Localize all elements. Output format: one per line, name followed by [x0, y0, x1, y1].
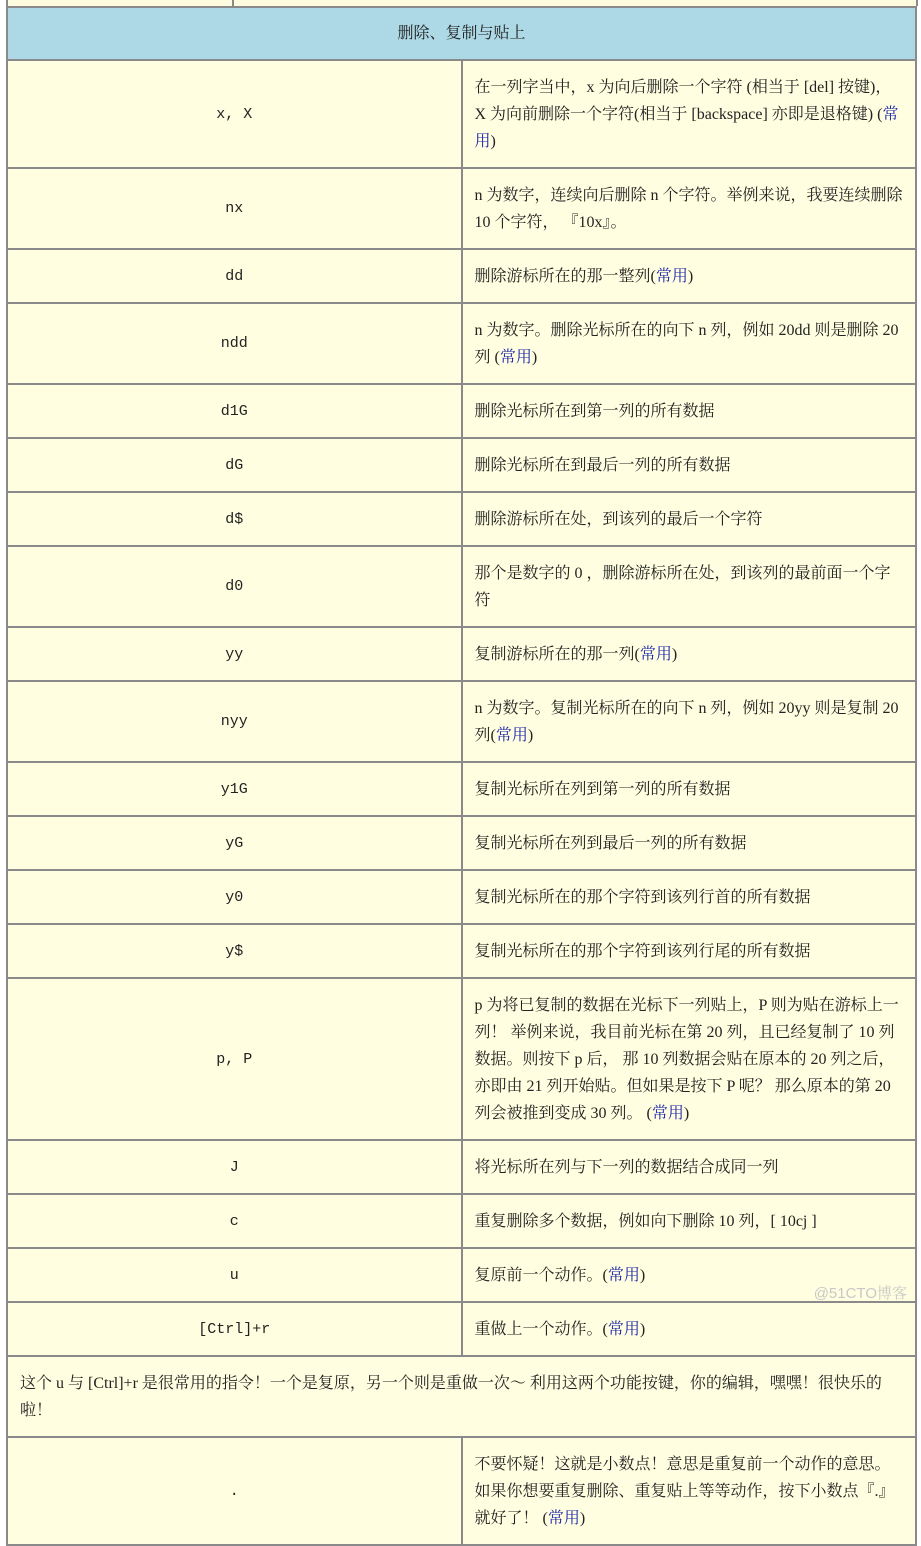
table-row [7, 384, 916, 438]
table-row [7, 303, 916, 384]
description-cell [462, 1194, 917, 1248]
description-cell [462, 1437, 917, 1545]
command-cell: yG [7, 816, 462, 870]
common-tag: 常用 [651, 1104, 684, 1122]
description-text: 将光标所在列与下一列的数据结合成同一列 [474, 1158, 779, 1176]
command-cell: yy [7, 627, 462, 681]
command-cell: x, X [7, 60, 462, 168]
description-text: 删除游标所在处，到该列的最后一个字符 [474, 510, 763, 528]
command-cell: d1G [7, 384, 462, 438]
table-row [7, 816, 916, 870]
description-text: ) [490, 132, 496, 150]
table-row [7, 870, 916, 924]
vi-commands-table [6, 6, 917, 1546]
description-text: 复制光标所在的那个字符到该列行首的所有数据 [474, 888, 811, 906]
description-text: ) [671, 645, 678, 663]
common-tag: 常用 [547, 1509, 580, 1527]
description-cell [462, 168, 917, 249]
description-text: 复制光标所在列到最后一列的所有数据 [474, 834, 747, 852]
table-row [7, 438, 916, 492]
command-cell: p, P [7, 978, 462, 1140]
command-cell: nyy [7, 681, 462, 762]
description-text: p 为将已复制的数据在光标下一列贴上，P 则为贴在游标上一列！ 举例来说，我目前光标在第 20 列，且已经复制了 10 列数据。则按下 p 后， 那 10 列数据会贴在原本的 20 列之后，亦即由 21 列开始贴。但如果是按下 P 呢？ 那么原本的第 20 列会被推到变成 30 列。 ( [474, 996, 899, 1122]
table-row [7, 627, 916, 681]
table-row [7, 1194, 916, 1248]
description-cell [462, 978, 917, 1140]
table-row [7, 492, 916, 546]
table-row [7, 1248, 916, 1302]
description-cell [462, 384, 917, 438]
description-text: n 为数字。复制光标所在的向下 n 列，例如 20yy 则是复制 20 列( [474, 699, 899, 744]
description-cell [462, 438, 917, 492]
command-cell: y0 [7, 870, 462, 924]
note-row [7, 1356, 916, 1437]
table-row [7, 1437, 916, 1545]
command-cell: c [7, 1194, 462, 1248]
description-cell [462, 870, 917, 924]
common-tag: 常用 [607, 1320, 640, 1338]
description-text: ) [527, 726, 534, 744]
description-cell [462, 1302, 917, 1356]
section-title: 删除、复制与贴上 [7, 7, 916, 60]
table-row [7, 249, 916, 303]
description-cell [462, 249, 917, 303]
table-row [7, 1140, 916, 1194]
command-cell: dG [7, 438, 462, 492]
command-cell: nx [7, 168, 462, 249]
description-text: ) [531, 348, 538, 366]
description-cell [462, 816, 917, 870]
description-cell [462, 924, 917, 978]
common-tag: 常用 [607, 1266, 640, 1284]
command-cell: d0 [7, 546, 462, 627]
description-cell [462, 492, 917, 546]
command-cell: u [7, 1248, 462, 1302]
common-tag: 常用 [499, 348, 532, 366]
description-text: 删除光标所在到第一列的所有数据 [474, 402, 715, 420]
table-header-row [7, 7, 916, 60]
table-row [7, 60, 916, 168]
table-row [7, 681, 916, 762]
command-cell: d$ [7, 492, 462, 546]
description-text: 那个是数字的 0 ，删除游标所在处，到该列的最前面一个字符 [474, 564, 891, 609]
description-cell [462, 303, 917, 384]
command-cell: J [7, 1140, 462, 1194]
command-cell: ndd [7, 303, 462, 384]
note-text: 这个 u 与 [Ctrl]+r 是很常用的指令！一个是复原，另一个则是重做一次～ 利用这两个功能按键，你的编辑，嘿嘿！很快乐的啦！ [7, 1356, 916, 1437]
command-cell: [Ctrl]+r [7, 1302, 462, 1356]
command-cell: y1G [7, 762, 462, 816]
description-text: 复制光标所在列到第一列的所有数据 [474, 780, 731, 798]
description-cell [462, 60, 917, 168]
table-row [7, 168, 916, 249]
command-cell: . [7, 1437, 462, 1545]
common-tag: 常用 [495, 726, 528, 744]
description-text: 不要怀疑！这就是小数点！意思是重复前一个动作的意思。 如果你想要重复删除、重复贴上等等动作，按下小数点『.』就好了！ ( [474, 1455, 895, 1527]
description-text: n 为数字。删除光标所在的向下 n 列，例如 20dd 则是删除 20 列 ( [474, 321, 899, 366]
description-cell [462, 681, 917, 762]
table-row [7, 546, 916, 627]
table-row [7, 978, 916, 1140]
common-tag: 常用 [474, 105, 899, 150]
description-text: 删除光标所在到最后一列的所有数据 [474, 456, 731, 474]
description-text: 复制游标所在的那一列( [474, 645, 640, 663]
description-text: ) [683, 1104, 690, 1122]
description-text: ) [639, 1266, 646, 1284]
description-text: 在一列字当中，x 为向后删除一个字符 (相当于 [del] 按键)， X 为向前删除一个字符(相当于 [backspace] 亦即是退格键) ( [474, 78, 892, 123]
watermark: @51CTO博客 [813, 1285, 907, 1302]
command-cell: y$ [7, 924, 462, 978]
description-cell [462, 627, 917, 681]
description-text: ) [687, 267, 694, 285]
table-row [7, 924, 916, 978]
description-text: 重复删除多个数据，例如向下删除 10 列，[ 10cj ] [474, 1212, 817, 1230]
common-tag: 常用 [655, 267, 688, 285]
description-cell [462, 1140, 917, 1194]
description-cell [462, 762, 917, 816]
command-cell: dd [7, 249, 462, 303]
description-text: 复原前一个动作。( [474, 1266, 608, 1284]
table-row [7, 762, 916, 816]
table-row [7, 1302, 916, 1356]
description-text: 复制光标所在的那个字符到该列行尾的所有数据 [474, 942, 811, 960]
description-text: 删除游标所在的那一整列( [474, 267, 656, 285]
description-text: n 为数字，连续向后删除 n 个字符。举例来说，我要连续删除 10 个字符， 『10x』。 [474, 186, 903, 231]
description-text: ) [579, 1509, 586, 1527]
description-text: ) [639, 1320, 646, 1338]
description-text: 重做上一个动作。( [474, 1320, 608, 1338]
description-cell [462, 546, 917, 627]
common-tag: 常用 [639, 645, 672, 663]
